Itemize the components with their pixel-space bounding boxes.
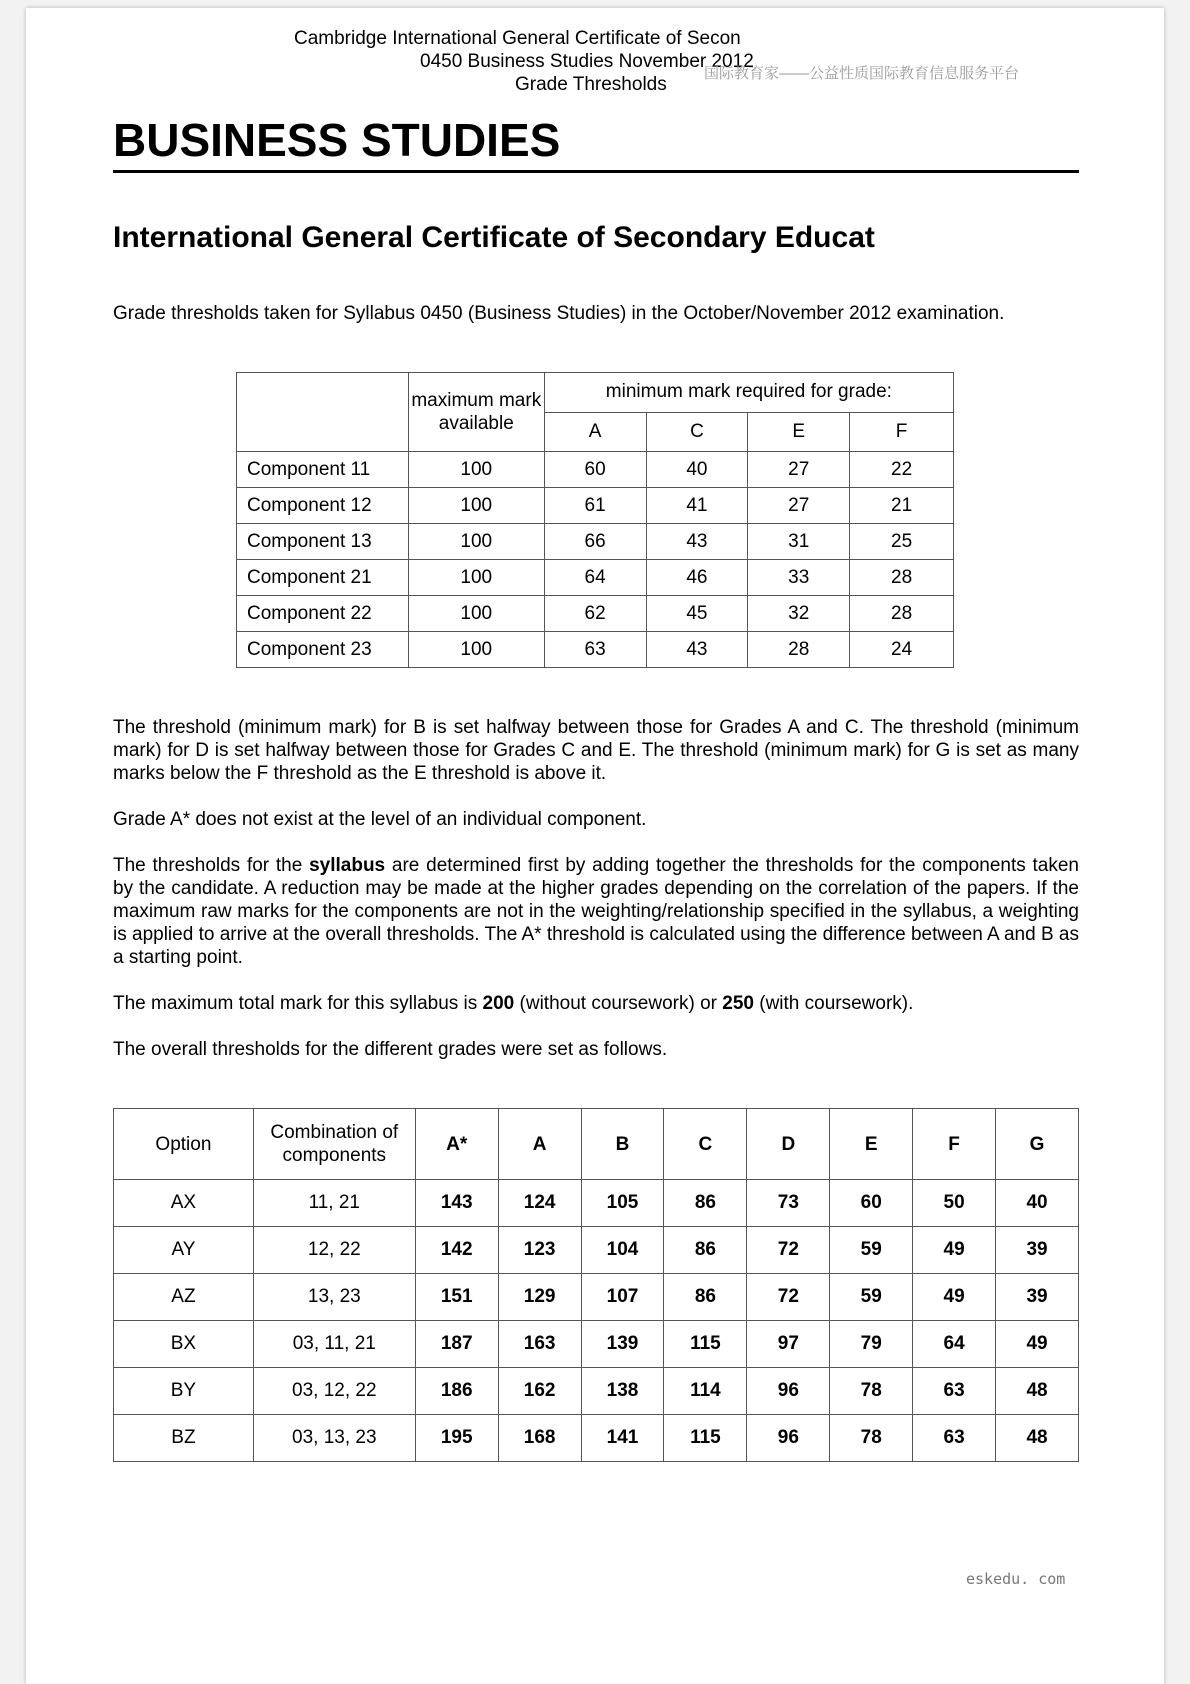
- threshold-cell: 63: [913, 1415, 996, 1462]
- footer-site-text: eskedu. com: [966, 1570, 1066, 1588]
- threshold-cell: 105: [581, 1180, 664, 1227]
- grade-header: F: [850, 412, 954, 452]
- table-row: [237, 488, 954, 524]
- threshold-cell: 168: [498, 1415, 581, 1462]
- text-run-bold: 200: [482, 993, 515, 1014]
- min-mark-header: minimum mark required for grade:: [544, 373, 953, 413]
- text-run: (without coursework) or: [514, 993, 723, 1014]
- table-row: [237, 524, 954, 560]
- threshold-cell: 72: [747, 1274, 830, 1321]
- text-run: (with coursework).: [753, 993, 914, 1014]
- threshold-cell: 49: [996, 1321, 1079, 1368]
- threshold-cell: 186: [415, 1368, 498, 1415]
- threshold-cell: 138: [581, 1368, 664, 1415]
- combination-cell: 03, 12, 22: [253, 1368, 415, 1415]
- threshold-cell: 143: [415, 1180, 498, 1227]
- grade-mark-cell: 41: [646, 488, 748, 524]
- option-cell: BX: [114, 1321, 254, 1368]
- table-row: [114, 1180, 1079, 1227]
- text-run: are determined first by adding together the thresholds for the components taken by the candidate. A reduction may be made at the higher grades depending on the correlation of the papers. If the maximum raw marks for the components are not in the weighting/relationship specified in the syllabus, a weighting is applied to arrive at the overall thresholds. The A* threshold is calculated using the difference between A and B as a starting point.: [113, 855, 1079, 968]
- component-label: Component 11: [237, 452, 409, 488]
- grade-mark-cell: 64: [544, 560, 646, 596]
- threshold-cell: 139: [581, 1321, 664, 1368]
- max-mark-cell: 100: [408, 632, 544, 668]
- grade-mark-cell: 46: [646, 560, 748, 596]
- component-label: Component 12: [237, 488, 409, 524]
- grade-mark-cell: 40: [646, 452, 748, 488]
- page-subtitle: International General Certificate of Secondary Educat: [113, 221, 875, 254]
- text-run-bold: syllabus: [309, 855, 386, 876]
- threshold-cell: 86: [664, 1180, 747, 1227]
- grade-mark-cell: 24: [850, 632, 954, 668]
- grade-header: G: [996, 1109, 1079, 1180]
- option-cell: AZ: [114, 1274, 254, 1321]
- threshold-cell: 49: [913, 1274, 996, 1321]
- grade-header: A*: [415, 1109, 498, 1180]
- grade-mark-cell: 60: [544, 452, 646, 488]
- threshold-cell: 114: [664, 1368, 747, 1415]
- threshold-cell: 97: [747, 1321, 830, 1368]
- table-row: [237, 632, 954, 668]
- table-row: [114, 1368, 1079, 1415]
- max-mark-header: maximum mark available: [408, 373, 544, 452]
- grade-mark-cell: 25: [850, 524, 954, 560]
- overall-thresholds-table: [113, 1108, 1079, 1462]
- syllabus-threshold-paragraph: [113, 854, 1079, 969]
- combination-cell: 11, 21: [253, 1180, 415, 1227]
- combination-cell: 13, 23: [253, 1274, 415, 1321]
- threshold-cell: 39: [996, 1274, 1079, 1321]
- threshold-cell: 59: [830, 1274, 913, 1321]
- threshold-cell: 195: [415, 1415, 498, 1462]
- grade-mark-cell: 28: [850, 596, 954, 632]
- table-row: [114, 1227, 1079, 1274]
- grade-header: F: [913, 1109, 996, 1180]
- threshold-cell: 48: [996, 1415, 1079, 1462]
- grade-header: C: [664, 1109, 747, 1180]
- grade-header: D: [747, 1109, 830, 1180]
- threshold-cell: 141: [581, 1415, 664, 1462]
- page-title: BUSINESS STUDIES: [113, 114, 1079, 173]
- table-row: [114, 1274, 1079, 1321]
- combination-cell: 03, 11, 21: [253, 1321, 415, 1368]
- grade-mark-cell: 22: [850, 452, 954, 488]
- max-mark-cell: 100: [408, 524, 544, 560]
- threshold-cell: 78: [830, 1415, 913, 1462]
- text-run-bold: 250: [722, 993, 754, 1014]
- threshold-cell: 96: [747, 1368, 830, 1415]
- component-label: Component 13: [237, 524, 409, 560]
- intro-text: Grade thresholds taken for Syllabus 0450 (Business Studies) in the October/November 2012 examination.: [113, 303, 1005, 324]
- threshold-cell: 187: [415, 1321, 498, 1368]
- threshold-cell: 123: [498, 1227, 581, 1274]
- grade-header: E: [748, 412, 850, 452]
- threshold-cell: 48: [996, 1368, 1079, 1415]
- table-row: [237, 560, 954, 596]
- header-line-2: 0450 Business Studies November 2012: [420, 51, 754, 72]
- grade-mark-cell: 66: [544, 524, 646, 560]
- max-mark-cell: 100: [408, 596, 544, 632]
- grade-header: E: [830, 1109, 913, 1180]
- threshold-cell: 60: [830, 1180, 913, 1227]
- threshold-cell: 151: [415, 1274, 498, 1321]
- threshold-cell: 39: [996, 1227, 1079, 1274]
- table-row: [237, 452, 954, 488]
- threshold-cell: 73: [747, 1180, 830, 1227]
- grade-mark-cell: 31: [748, 524, 850, 560]
- table-row: [114, 1415, 1079, 1462]
- grade-mark-cell: 32: [748, 596, 850, 632]
- text-run: The thresholds for the: [113, 855, 310, 876]
- grade-header: A: [544, 412, 646, 452]
- threshold-cell: 64: [913, 1321, 996, 1368]
- threshold-cell: 96: [747, 1415, 830, 1462]
- grade-mark-cell: 43: [646, 632, 748, 668]
- grade-mark-cell: 27: [748, 488, 850, 524]
- component-label: Component 21: [237, 560, 409, 596]
- grade-header: C: [646, 412, 748, 452]
- grade-mark-cell: 28: [850, 560, 954, 596]
- grade-mark-cell: 33: [748, 560, 850, 596]
- max-total-paragraph: [113, 992, 1079, 1015]
- threshold-cell: 107: [581, 1274, 664, 1321]
- grade-mark-cell: 61: [544, 488, 646, 524]
- combination-cell: 12, 22: [253, 1227, 415, 1274]
- text-run: The maximum total mark for this syllabus is: [113, 993, 483, 1014]
- threshold-cell: 63: [913, 1368, 996, 1415]
- threshold-cell: 78: [830, 1368, 913, 1415]
- threshold-cell: 86: [664, 1227, 747, 1274]
- grade-header: A: [498, 1109, 581, 1180]
- option-cell: AX: [114, 1180, 254, 1227]
- grade-mark-cell: 63: [544, 632, 646, 668]
- threshold-explanation-paragraph: The threshold (minimum mark) for B is set halfway between those for Grades A and C. The threshold (minimum mark) for D is set halfway between those for Grades C and E. The threshold (minimum mark) for G is set as many marks below the F threshold as the E threshold is above it.: [113, 717, 1079, 784]
- option-cell: BZ: [114, 1415, 254, 1462]
- threshold-cell: 129: [498, 1274, 581, 1321]
- grade-mark-cell: 28: [748, 632, 850, 668]
- header-line-1: Cambridge International General Certificate of Secon: [294, 28, 741, 49]
- threshold-cell: 142: [415, 1227, 498, 1274]
- grade-mark-cell: 45: [646, 596, 748, 632]
- combination-header: Combination of components: [253, 1109, 415, 1180]
- table-row: [237, 596, 954, 632]
- grade-header: B: [581, 1109, 664, 1180]
- combination-cell: 03, 13, 23: [253, 1415, 415, 1462]
- threshold-cell: 40: [996, 1180, 1079, 1227]
- threshold-cell: 86: [664, 1274, 747, 1321]
- max-mark-cell: 100: [408, 560, 544, 596]
- grade-mark-cell: 43: [646, 524, 748, 560]
- watermark-text: 国际教育家——公益性质国际教育信息服务平台: [704, 65, 1020, 82]
- threshold-cell: 115: [664, 1415, 747, 1462]
- option-cell: AY: [114, 1227, 254, 1274]
- threshold-cell: 104: [581, 1227, 664, 1274]
- option-cell: BY: [114, 1368, 254, 1415]
- table-row: [114, 1321, 1079, 1368]
- threshold-cell: 162: [498, 1368, 581, 1415]
- empty-header-cell: [237, 373, 409, 452]
- header-line-3: Grade Thresholds: [515, 74, 667, 95]
- component-label: Component 22: [237, 596, 409, 632]
- grade-mark-cell: 27: [748, 452, 850, 488]
- grade-mark-cell: 62: [544, 596, 646, 632]
- threshold-cell: 59: [830, 1227, 913, 1274]
- grade-astar-note: Grade A* does not exist at the level of an individual component.: [113, 809, 647, 830]
- threshold-cell: 50: [913, 1180, 996, 1227]
- threshold-cell: 79: [830, 1321, 913, 1368]
- threshold-cell: 124: [498, 1180, 581, 1227]
- option-header: Option: [114, 1109, 254, 1180]
- threshold-cell: 72: [747, 1227, 830, 1274]
- component-thresholds-table: [236, 372, 954, 668]
- max-mark-cell: 100: [408, 488, 544, 524]
- component-label: Component 23: [237, 632, 409, 668]
- overall-intro-paragraph: The overall thresholds for the different grades were set as follows.: [113, 1039, 668, 1060]
- threshold-cell: 49: [913, 1227, 996, 1274]
- threshold-cell: 115: [664, 1321, 747, 1368]
- max-mark-cell: 100: [408, 452, 544, 488]
- threshold-cell: 163: [498, 1321, 581, 1368]
- grade-mark-cell: 21: [850, 488, 954, 524]
